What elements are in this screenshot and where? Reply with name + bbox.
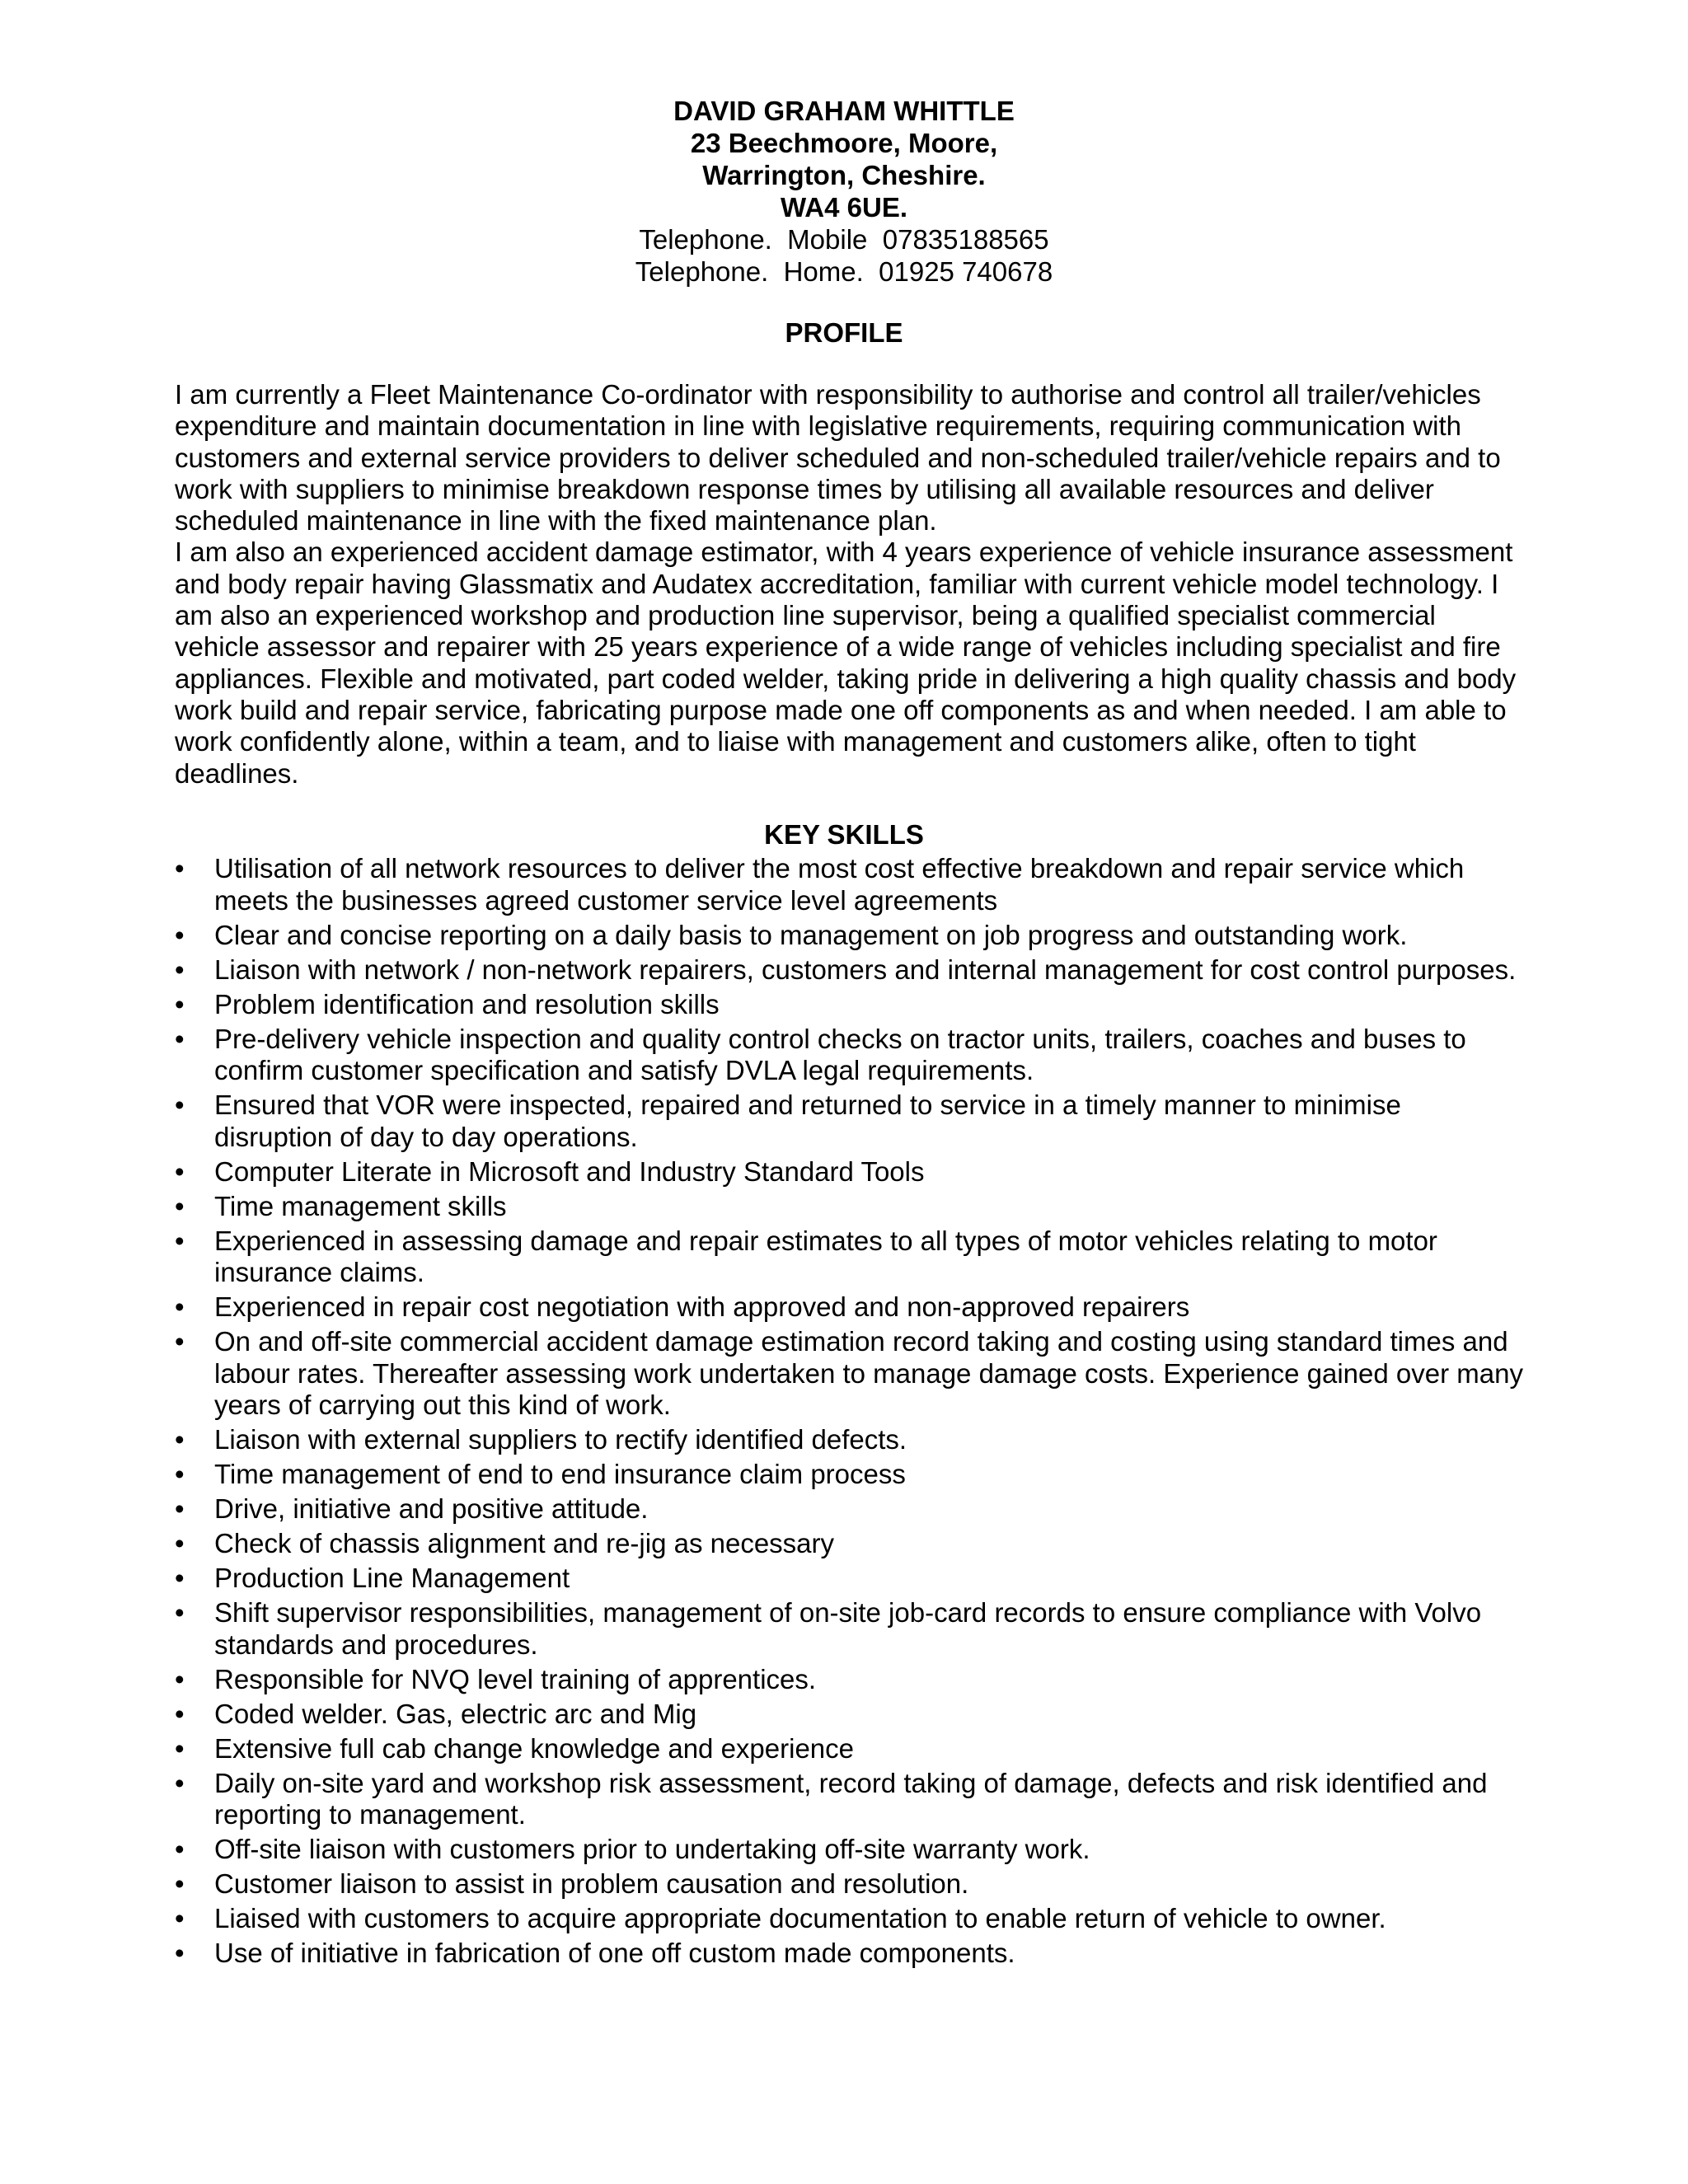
key-skill-item <box>175 1834 1526 1866</box>
key-skill-item <box>175 1424 1526 1456</box>
bullet-icon: • <box>175 1732 185 1764</box>
key-skill-text: Daily on-site yard and workshop risk assessment, record taking of damage, defects and risk identified and reporting to management. <box>214 1767 1488 1830</box>
key-skills-list <box>175 853 1526 1972</box>
bullet-icon: • <box>175 1938 185 1968</box>
key-skill-text: Extensive full cab change knowledge and experience <box>214 1732 855 1764</box>
bullet-icon: • <box>175 1424 185 1455</box>
bullet-icon: • <box>175 1326 185 1357</box>
candidate-name: DAVID GRAHAM WHITTLE <box>673 96 1015 126</box>
bullet-icon: • <box>175 1225 185 1256</box>
key-skill-text: Liaison with network / non-network repairers, customers and internal management for cost control purposes. <box>214 954 1517 985</box>
key-skill-text: Production Line Management <box>214 1563 570 1593</box>
key-skill-text: On and off-site commercial accident damage estimation record taking and costing using standard times and labour rates. Thereafter assessing work undertaken to manage damage costs. Experience gained over many years of carrying out this kind of work. <box>214 1326 1523 1420</box>
bullet-icon: • <box>175 1563 185 1593</box>
profile-heading: PROFILE <box>785 317 903 348</box>
key-skill-item <box>175 920 1526 952</box>
bullet-icon: • <box>175 1459 185 1489</box>
profile-paragraph-2: I am also an experienced accident damage estimator, with 4 years experience of vehicle insurance assessment and body repair having Glassmatix and Audatex accreditation, familiar with current vehicle model technology. I am also an experienced workshop and production line supervisor, being a qualified specialist commercial vehicle assessor and repairer with 25 years experience of a wide range of vehicles including specialist and fire appliances. Flexible and motivated, part coded welder, taking pride in delivering a high quality chassis and body work build and repair service, fabricating purpose made one off components as and when needed. I am able to work confidently alone, within a team, and to liaise with management and customers alike, often to tight deadlines. <box>175 537 1517 789</box>
key-skill-item <box>175 1459 1526 1491</box>
key-skill-item <box>175 1156 1526 1188</box>
key-skill-text: Coded welder. Gas, electric arc and Mig <box>214 1698 697 1729</box>
bullet-icon: • <box>175 1698 185 1729</box>
key-skill-text: Clear and concise reporting on a daily basis to management on job progress and outstanding work. <box>214 919 1408 950</box>
key-skill-item <box>175 1768 1526 1831</box>
bullet-icon: • <box>175 954 185 985</box>
key-skill-item <box>175 1563 1526 1595</box>
key-skills-heading: KEY SKILLS <box>764 819 924 850</box>
key-skill-item <box>175 954 1526 987</box>
key-skill-text: Drive, initiative and positive attitude. <box>214 1493 649 1524</box>
profile-section <box>175 379 1526 790</box>
bullet-icon: • <box>175 1291 185 1322</box>
key-skill-text: Computer Literate in Microsoft and Industry Standard Tools <box>214 1155 925 1187</box>
profile-paragraph-1: I am currently a Fleet Maintenance Co-ordinator with responsibility to authorise and control all trailer/vehicles expenditure and maintain documentation in line with legislative requirements, requiring communication with customers and external service providers to deliver scheduled and non-scheduled trailer/vehicle repairs and to work with suppliers to minimise breakdown response times by utilising all available resources and deliver scheduled maintenance in line with the fixed maintenance plan. <box>175 379 1501 537</box>
bullet-icon: • <box>175 919 185 950</box>
bullet-icon: • <box>175 1663 185 1694</box>
key-skill-item <box>175 1938 1526 1970</box>
bullet-icon: • <box>175 1834 185 1864</box>
bullet-icon: • <box>175 1190 185 1221</box>
key-skill-item <box>175 1226 1526 1289</box>
key-skill-item <box>175 1528 1526 1560</box>
key-skill-item <box>175 1090 1526 1153</box>
key-skill-item <box>175 1664 1526 1696</box>
key-skill-item <box>175 1868 1526 1900</box>
bullet-icon: • <box>175 1155 185 1187</box>
key-skill-text: Liaised with customers to acquire appropriate documentation to enable return of vehicle to owner. <box>214 1903 1386 1933</box>
key-skill-item <box>175 1191 1526 1223</box>
key-skill-text: Experienced in assessing damage and repair estimates to all types of motor vehicles relating to motor insurance claims. <box>214 1225 1437 1287</box>
key-skill-item <box>175 1903 1526 1935</box>
key-skill-text: Problem identification and resolution skills <box>214 988 720 1019</box>
key-skill-item <box>175 1597 1526 1661</box>
key-skill-item <box>175 1291 1526 1324</box>
bullet-icon: • <box>175 1903 185 1933</box>
key-skill-item <box>175 1326 1526 1422</box>
postcode: WA4 6UE. <box>780 192 908 223</box>
key-skill-text: Liaison with external suppliers to rectify identified defects. <box>214 1424 907 1455</box>
key-skill-text: Responsible for NVQ level training of apprentices. <box>214 1663 817 1694</box>
bullet-icon: • <box>175 1597 185 1628</box>
bullet-icon: • <box>175 853 185 883</box>
key-skill-item <box>175 1493 1526 1526</box>
bullet-icon: • <box>175 988 185 1019</box>
key-skill-text: Time management of end to end insurance claim process <box>214 1459 906 1489</box>
home-phone: Telephone. Home. 01925 740678 <box>635 256 1053 287</box>
bullet-icon: • <box>175 1493 185 1524</box>
key-skill-text: Pre-delivery vehicle inspection and quality control checks on tractor units, trailers, coaches and buses to confirm customer specification and satisfy DVLA legal requirements. <box>214 1023 1466 1085</box>
key-skill-text: Use of initiative in fabrication of one off custom made components. <box>214 1938 1015 1968</box>
key-skill-item <box>175 853 1526 916</box>
key-skill-text: Off-site liaison with customers prior to undertaking off-site warranty work. <box>214 1834 1090 1864</box>
bullet-icon: • <box>175 1090 185 1120</box>
key-skill-text: Customer liaison to assist in problem causation and resolution. <box>214 1868 969 1899</box>
bullet-icon: • <box>175 1868 185 1899</box>
mobile-phone: Telephone. Mobile 07835188565 <box>639 224 1049 255</box>
key-skill-text: Experienced in repair cost negotiation with approved and non-approved repairers <box>214 1291 1190 1322</box>
key-skill-item <box>175 1733 1526 1765</box>
key-skill-item <box>175 1699 1526 1731</box>
key-skill-text: Check of chassis alignment and re-jig as necessary <box>214 1528 835 1558</box>
contact-header <box>0 95 1688 288</box>
key-skill-item <box>175 1024 1526 1087</box>
bullet-icon: • <box>175 1528 185 1558</box>
address-line-2: Warrington, Cheshire. <box>702 160 986 190</box>
key-skill-text: Shift supervisor responsibilities, management of on-site job-card records to ensure compliance with Volvo standards and procedures. <box>214 1597 1482 1660</box>
key-skill-text: Time management skills <box>214 1190 507 1221</box>
key-skill-text: Utilisation of all network resources to deliver the most cost effective breakdown and repair service which meets the businesses agreed customer service level agreements <box>214 853 1465 916</box>
bullet-icon: • <box>175 1767 185 1798</box>
key-skill-text: Ensured that VOR were inspected, repaired and returned to service in a timely manner to minimise disruption of day to day operations. <box>214 1090 1401 1152</box>
bullet-icon: • <box>175 1023 185 1054</box>
key-skill-item <box>175 989 1526 1021</box>
address-line-1: 23 Beechmoore, Moore, <box>690 128 998 158</box>
